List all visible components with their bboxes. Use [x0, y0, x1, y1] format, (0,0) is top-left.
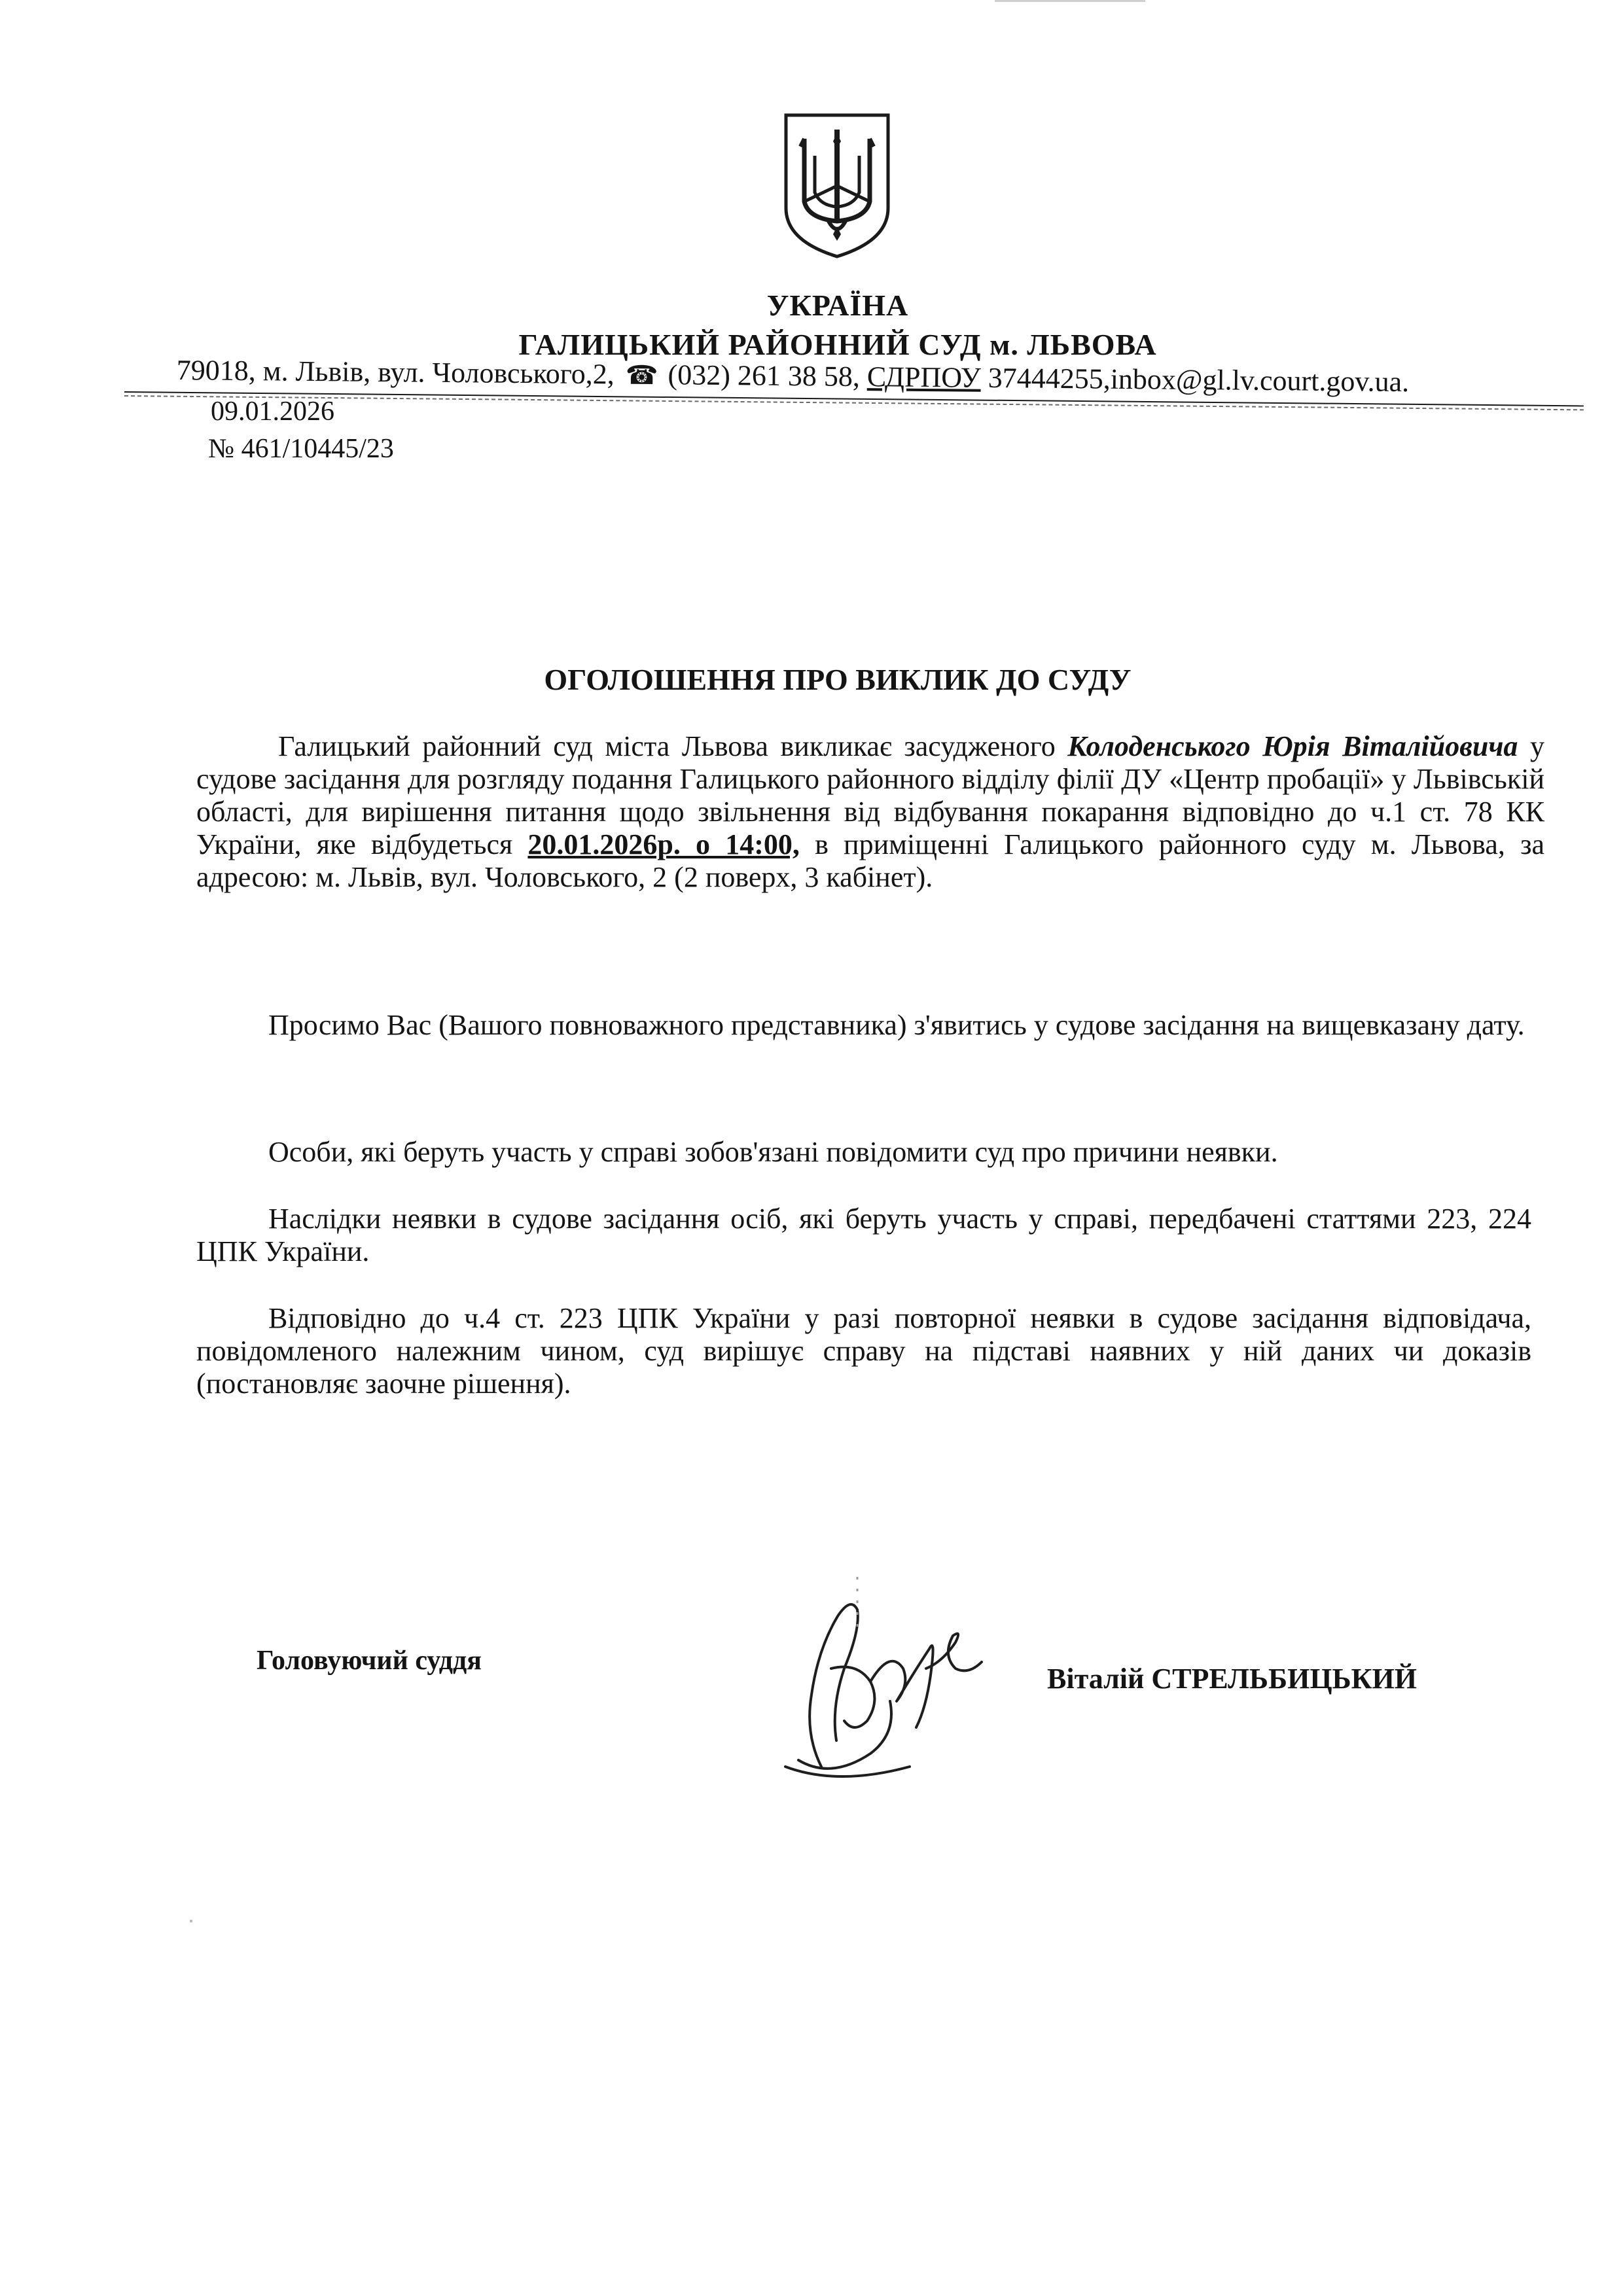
default-judgment-paragraph: Відповідно до ч.4 ст. 223 ЦПК України у разі повторної неявки в судове засідання відповідача, повідомленого належним чином, суд вирішує справу на підставі наявних у ній даних чи доказів (постановляє заочне рішення).: [196, 1302, 1531, 1400]
edrpou-and-email: 37444255,inbox@gl.lv.court.gov.ua.: [988, 361, 1410, 398]
presiding-judge-label: Головуючий суддя: [257, 1646, 482, 1676]
telephone-icon: ☎: [625, 360, 658, 391]
phone-number: (032) 261 38 58,: [668, 359, 861, 393]
convicted-person-name: Колоденського Юрія Віталійовича: [1067, 730, 1518, 762]
handwritten-signature-icon: [759, 1570, 995, 1786]
scan-artifact: [995, 0, 1145, 2]
appearance-request-paragraph: Просимо Вас (Вашого повноважного представника) з'явитись у судове засідання на вищевказану дату.: [268, 1009, 1525, 1041]
summons-text-3: в приміщенні Галицького районного суду м. Львова, за адресою: м. Львів, вул. Чоловського, 2 (2 поверх, 3 кабінет).: [196, 828, 1544, 893]
edrpou-label: СДРПОУ: [866, 361, 981, 394]
country-heading: УКРАЇНА: [766, 289, 909, 322]
trident-coat-of-arms-icon: [782, 110, 892, 260]
summons-paragraph: [196, 730, 1544, 894]
summons-text-1: Галицький районний суд міста Львова викликає засудженого: [278, 730, 1068, 762]
hearing-datetime: 20.01.2026р. о 14:00,: [527, 828, 800, 860]
document-title: ОГОЛОШЕННЯ ПРО ВИКЛИК ДО СУДУ: [544, 663, 1132, 696]
judge-name: Віталій СТРЕЛЬБИЦЬКИЙ: [1047, 1663, 1417, 1695]
court-name-heading: ГАЛИЦЬКИЙ РАЙОННИЙ СУД м. ЛЬВОВА: [518, 328, 1157, 361]
scan-artifact: [190, 1920, 192, 1922]
address-text: 79018, м. Львів, вул. Чоловського,2,: [176, 353, 615, 391]
summons-text-2: у судове засідання для розгляду подання Галицького районного відділу філії ДУ «Центр пробації» у Львівській області, для вирішення питання щодо звільнення від відбування покарання відповідно до ч.1 ст. 78 КК України, яке відбудеться: [196, 730, 1545, 860]
notification-duty-paragraph: Особи, які беруть участь у справі зобов'язані повідомити суд про причини неявки.: [268, 1136, 1278, 1168]
document-date: 09.01.2026: [211, 397, 334, 427]
case-number: № 461/10445/23: [208, 434, 394, 464]
consequences-paragraph: Наслідки неявки в судове засідання осіб, які беруть участь у справі, передбачені статтями 223, 224 ЦПК України.: [196, 1203, 1531, 1267]
